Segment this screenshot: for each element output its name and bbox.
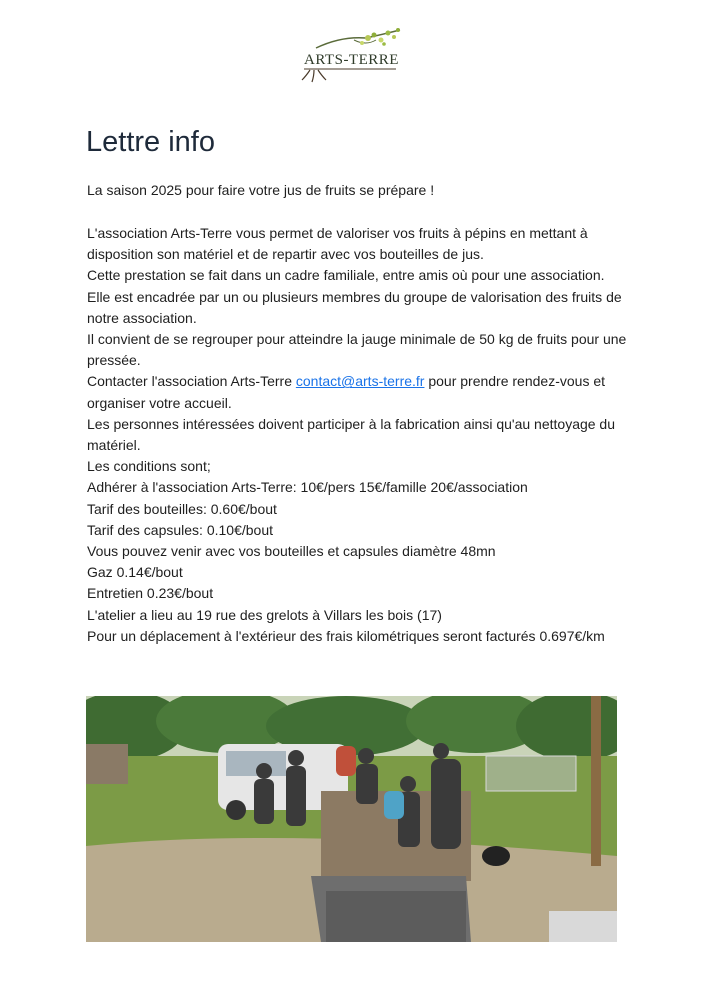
paragraph-contact bbox=[87, 371, 627, 413]
paragraph-jauge: Il convient de se regrouper pour atteindre la jauge minimale de 50 kg de fruits pour une pressée. bbox=[87, 331, 627, 369]
paragraph-conditions: Les conditions sont; bbox=[87, 458, 211, 475]
paragraph-diametre: Vous pouvez venir avec vos bouteilles et capsules diamètre 48mn bbox=[87, 543, 496, 560]
intro-text: La saison 2025 pour faire votre jus de fruits se prépare ! bbox=[87, 182, 435, 198]
paragraph-deplacement: Pour un déplacement à l'extérieur des frais kilométriques seront facturés 0.697€/km bbox=[87, 627, 605, 644]
paragraph-tarif-bouteilles: Tarif des bouteilles: 0.60€/bout bbox=[87, 500, 277, 517]
paragraph-prestation: Cette prestation se fait dans un cadre familiale, entre amis où pour une association. bbox=[87, 267, 605, 284]
contact-email-link[interactable]: contact@arts-terre.fr bbox=[295, 373, 425, 390]
paragraph-association: L'association Arts-Terre vous permet de valoriser vos fruits à pépins en mettant à disposition son matériel et de repartir avec vos bouteilles de jus. bbox=[87, 225, 588, 263]
letter-body bbox=[87, 223, 627, 647]
paragraph-adhesion: Adhérer à l'association Arts-Terre: 10€/pers 15€/famille 20€/association bbox=[87, 479, 528, 496]
paragraph-encadrement: Elle est encadrée par un ou plusieurs membres du groupe de valorisation des fruits de notre association. bbox=[87, 288, 622, 326]
paragraph-tarif-capsules: Tarif des capsules: 0.10€/bout bbox=[87, 521, 274, 538]
paragraph-atelier: L'atelier a lieu au 19 rue des grelots à Villars les bois (17) bbox=[87, 606, 442, 623]
contact-after-text: pour prendre rendez-vous et organiser votre accueil. bbox=[87, 373, 606, 411]
group-photo bbox=[86, 696, 617, 942]
paragraph-participation: Les personnes intéressées doivent participer à la fabrication ainsi qu'au nettoyage du matériel. bbox=[87, 415, 616, 454]
page-title: Lettre info bbox=[86, 126, 215, 158]
contact-before-text: Contacter l'association Arts-Terre bbox=[87, 373, 296, 390]
paragraph-gaz: Gaz 0.14€/bout bbox=[87, 564, 183, 581]
paragraph-entretien: Entretien 0.23€/bout bbox=[87, 585, 214, 602]
arts-terre-logo bbox=[296, 26, 408, 84]
logo-text: ARTS-TERRE bbox=[304, 52, 399, 68]
group-photo-illustration bbox=[86, 696, 617, 942]
